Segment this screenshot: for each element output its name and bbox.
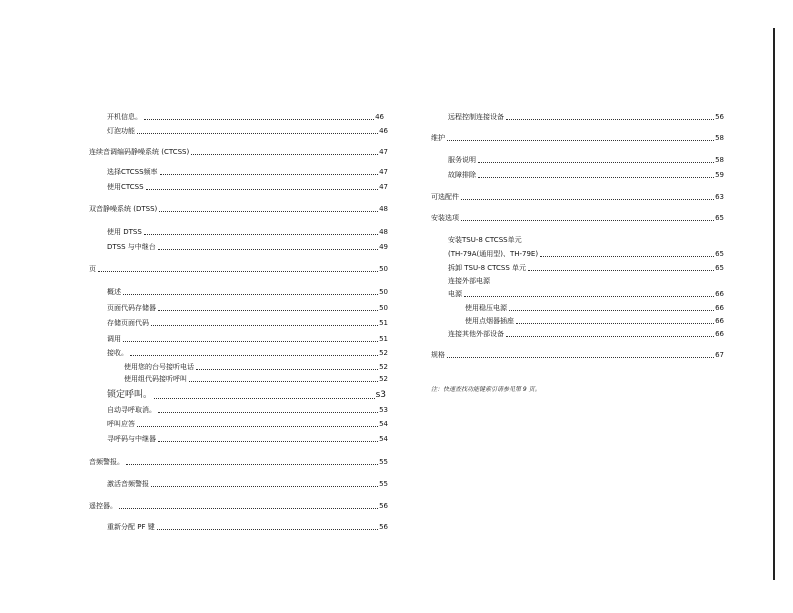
toc-entry-title: 使用 DTSS <box>107 228 142 236</box>
toc-leader-dots <box>189 381 378 382</box>
toc-entry-page: 53 <box>379 406 388 414</box>
toc-entry-title: 重新分配 PF 键 <box>107 523 155 531</box>
toc-leader-dots <box>126 464 378 465</box>
toc-entry[interactable] <box>107 480 388 489</box>
toc-leader-dots <box>144 119 374 120</box>
toc-entry-title: 接收。 <box>107 349 128 357</box>
toc-entry-title: 故障排除 <box>448 171 476 179</box>
toc-entry[interactable] <box>107 168 388 177</box>
toc-leader-dots <box>461 199 714 200</box>
toc-entry[interactable] <box>107 127 388 136</box>
footnote-note: 注：快速查找功能键索引请参见第 9 页。 <box>431 386 541 393</box>
toc-entry-title: 连续音调编码静噪系统 (CTCSS) <box>89 148 190 156</box>
toc-entry-page: 47 <box>379 148 388 156</box>
toc-leader-dots <box>464 296 714 297</box>
toc-leader-dots <box>506 119 714 120</box>
toc-entry-title: 灯泡功能 <box>107 127 135 135</box>
toc-leader-dots <box>478 162 714 163</box>
toc-entry-title: 远程控制连接设备 <box>448 113 504 121</box>
toc-entry-title: 开机信息。 <box>107 113 142 121</box>
toc-entry-title: 存储页面代码 <box>107 319 149 327</box>
toc-entry[interactable] <box>89 502 388 511</box>
toc-entry-title: 双音静噪系统 (DTSS) <box>89 205 158 213</box>
toc-entry-page: 52 <box>379 349 388 357</box>
toc-entry-title: 可选配件 <box>431 193 459 201</box>
toc-entry-title: 连接其他外部设备 <box>448 330 504 338</box>
toc-entry[interactable] <box>107 319 388 328</box>
toc-leader-dots <box>123 341 378 342</box>
toc-entry-title: 自动寻呼取消。 <box>107 406 156 414</box>
toc-entry[interactable] <box>107 349 388 358</box>
toc-leader-dots <box>447 357 714 358</box>
toc-entry[interactable] <box>107 304 388 313</box>
toc-entry-page: 48 <box>379 228 388 236</box>
toc-entry-title: 使用稳压电源 <box>465 304 507 312</box>
toc-entry[interactable] <box>107 243 388 252</box>
toc-entry-title: 页面代码存储器 <box>107 304 156 312</box>
toc-entry[interactable] <box>431 351 724 360</box>
toc-entry-title: 遥控器。 <box>89 502 117 510</box>
toc-entry[interactable] <box>107 435 388 444</box>
toc-leader-dots <box>196 369 378 370</box>
toc-leader-dots <box>540 256 714 257</box>
toc-entry-title: 安装选项 <box>431 214 459 222</box>
toc-entry[interactable] <box>107 390 386 401</box>
toc-entry[interactable] <box>107 228 388 237</box>
toc-entry-page: 55 <box>379 458 388 466</box>
toc-leader-dots <box>461 220 714 221</box>
toc-entry-page: 65 <box>715 264 724 272</box>
toc-entry-page: 48 <box>379 205 388 213</box>
toc-entry-title: 维护 <box>431 134 445 142</box>
toc-entry-title: 选择CTCSS频率 <box>107 168 158 176</box>
toc-leader-dots <box>478 177 714 178</box>
toc-entry[interactable] <box>448 236 648 245</box>
toc-leader-dots <box>157 529 378 530</box>
toc-entry-title: 激活音频警报 <box>107 480 149 488</box>
toc-leader-dots <box>98 271 378 272</box>
toc-entry[interactable] <box>448 156 724 165</box>
toc-entry-page: 46 <box>379 127 388 135</box>
toc-entry-page: 66 <box>715 290 724 298</box>
toc-entry[interactable] <box>124 363 388 372</box>
toc-entry-title: 调用 <box>107 335 121 343</box>
toc-entry[interactable] <box>124 375 388 384</box>
toc-leader-dots <box>146 189 379 190</box>
toc-leader-dots <box>119 508 378 509</box>
toc-entry[interactable] <box>465 317 724 326</box>
toc-entry-page: 50 <box>379 265 388 273</box>
page-edge-line <box>773 28 775 580</box>
toc-leader-dots <box>506 336 714 337</box>
toc-entry-title: 使用组代码接听呼叫 <box>124 375 187 383</box>
toc-entry-title: 呼叫应答 <box>107 420 135 428</box>
toc-entry-page: 51 <box>379 335 388 343</box>
toc-entry[interactable] <box>89 265 388 274</box>
toc-entry-page: 58 <box>715 156 724 164</box>
toc-entry-page: 67 <box>715 351 724 359</box>
toc-entry[interactable] <box>107 113 384 122</box>
toc-entry-page: 49 <box>379 243 388 251</box>
toc-leader-dots <box>528 270 714 271</box>
toc-leader-dots <box>144 234 378 235</box>
toc-leader-dots <box>123 294 378 295</box>
toc-entry[interactable] <box>431 214 724 223</box>
toc-leader-dots <box>158 310 378 311</box>
toc-entry-page: 52 <box>379 363 388 371</box>
toc-leader-dots <box>447 140 714 141</box>
toc-entry[interactable] <box>107 406 388 415</box>
toc-entry-page: 59 <box>715 171 724 179</box>
toc-entry-page: 63 <box>715 193 724 201</box>
toc-entry-page: 58 <box>715 134 724 142</box>
toc-leader-dots <box>130 355 378 356</box>
toc-leader-dots <box>509 310 714 311</box>
toc-entry-page: 56 <box>379 523 388 531</box>
toc-entry[interactable] <box>431 193 724 202</box>
toc-entry[interactable] <box>448 171 724 180</box>
toc-leader-dots <box>516 323 714 324</box>
toc-entry[interactable] <box>448 113 724 122</box>
toc-entry-title: 规格 <box>431 351 445 359</box>
toc-entry-page: 65 <box>715 214 724 222</box>
toc-entry[interactable] <box>448 290 724 299</box>
toc-entry-title: 页 <box>89 265 96 273</box>
toc-entry-page: 54 <box>379 435 388 443</box>
toc-entry-title: 锁定呼叫。 <box>107 390 153 400</box>
toc-leader-dots <box>159 211 378 212</box>
toc-entry[interactable] <box>107 335 388 344</box>
toc-leader-dots <box>160 174 379 175</box>
toc-leader-dots <box>158 412 378 413</box>
toc-entry-title: 音频警报。 <box>89 458 124 466</box>
toc-entry-page: 65 <box>715 250 724 258</box>
toc-entry[interactable] <box>107 183 388 192</box>
toc-entry-page: 66 <box>715 317 724 325</box>
toc-entry-page: 66 <box>715 304 724 312</box>
toc-entry[interactable] <box>448 277 648 286</box>
toc-entry-page: 51 <box>379 319 388 327</box>
toc-entry-title: 使用点烟器插座 <box>465 317 514 325</box>
toc-entry[interactable] <box>89 205 388 214</box>
toc-leader-dots <box>154 398 375 399</box>
toc-entry[interactable] <box>448 330 724 339</box>
toc-entry[interactable] <box>107 523 388 532</box>
toc-entry-title: 电源 <box>448 290 462 298</box>
toc-entry-page: 54 <box>379 420 388 428</box>
toc-entry-page: 50 <box>379 304 388 312</box>
toc-leader-dots <box>151 325 378 326</box>
toc-entry[interactable] <box>448 264 724 273</box>
toc-entry-page: 47 <box>379 183 388 191</box>
toc-leader-dots <box>137 426 378 427</box>
toc-entry-title: 寻呼码与中继器 <box>107 435 156 443</box>
toc-entry-page: 46 <box>375 113 384 121</box>
toc-entry-page: 50 <box>379 288 388 296</box>
toc-entry-title: 使用CTCSS <box>107 183 144 191</box>
toc-entry-title: 服务说明 <box>448 156 476 164</box>
toc-entry-title: (TH-79A(通用型)、TH-79E) <box>448 250 539 258</box>
toc-entry-page: s3 <box>375 390 386 400</box>
toc-entry-page: 55 <box>379 480 388 488</box>
toc-entry[interactable] <box>89 148 388 157</box>
toc-entry-title: 使用您的台号接听电话 <box>124 363 194 371</box>
toc-entry-title: 拆卸 TSU-8 CTCSS 单元 <box>448 264 527 272</box>
toc-entry[interactable] <box>89 458 388 467</box>
toc-leader-dots <box>158 441 378 442</box>
toc-entry[interactable] <box>107 288 388 297</box>
toc-entry-title: 概述 <box>107 288 121 296</box>
toc-entry[interactable] <box>431 134 724 143</box>
toc-leader-dots <box>137 133 378 134</box>
toc-entry-page: 47 <box>379 168 388 176</box>
toc-entry-title: 安装TSU-8 CTCSS单元 <box>448 236 522 244</box>
toc-leader-dots <box>158 249 378 250</box>
toc-entry-page: 52 <box>379 375 388 383</box>
toc-entry[interactable] <box>448 250 724 259</box>
toc-entry-page: 66 <box>715 330 724 338</box>
toc-entry[interactable] <box>465 304 724 313</box>
toc-entry-title: 连接外部电源 <box>448 277 490 285</box>
toc-leader-dots <box>151 486 378 487</box>
toc-entry-title: DTSS 与中继台 <box>107 243 156 251</box>
toc-entry-page: 56 <box>715 113 724 121</box>
toc-leader-dots <box>191 154 378 155</box>
toc-entry[interactable] <box>107 420 388 429</box>
toc-entry-page: 56 <box>379 502 388 510</box>
